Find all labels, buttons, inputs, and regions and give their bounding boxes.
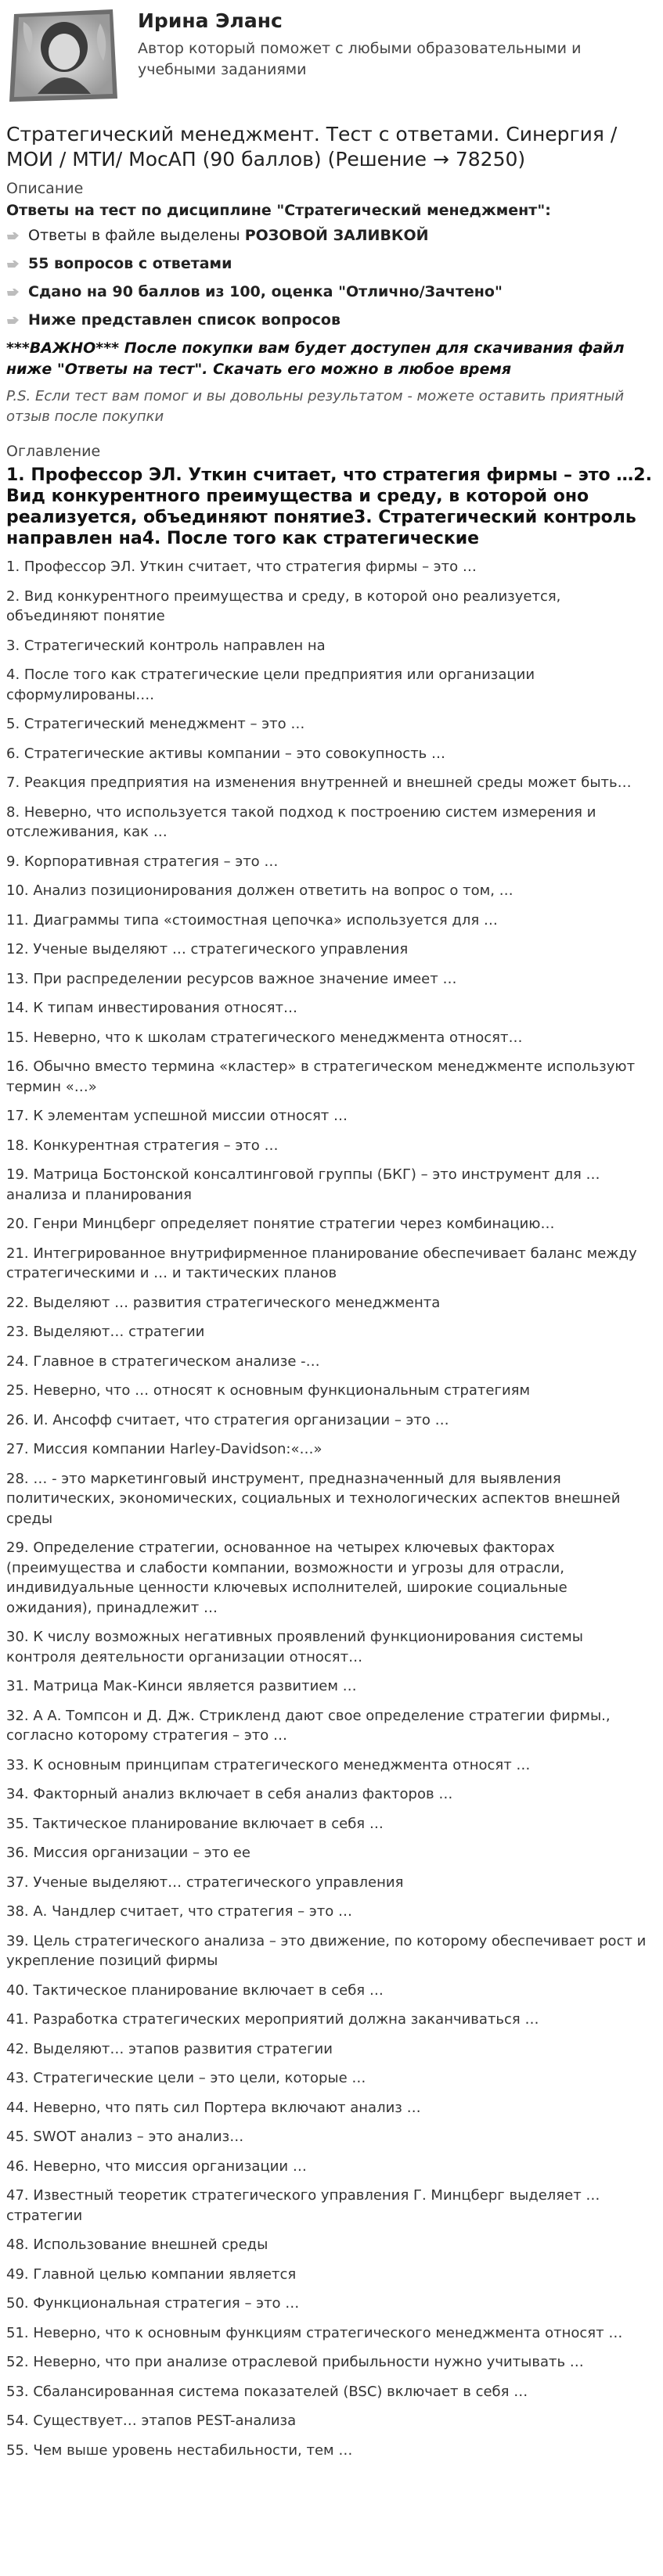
bullet-text-prefix: Ответы в файле выделены: [28, 227, 245, 244]
question-item: 12. Ученые выделяют … стратегического управления: [6, 941, 409, 957]
bullet-item: [6, 253, 655, 274]
question-item: 10. Анализ позиционирования должен ответить на вопрос о том, …: [6, 882, 513, 899]
question-item: 35. Тактическое планирование включает в себя …: [6, 1815, 384, 1832]
avatar-photo-icon: [6, 6, 121, 103]
question-item: 16. Обычно вместо термина «кластер» в стратегическом менеджменте используют термин «…»: [6, 1058, 636, 1095]
question-item: 21. Интегрированное внутрифирменное планирование обеспечивает баланс между стратегическими и … и тактических планов: [6, 1245, 637, 1281]
question-item: 14. К типам инвестирования относят…: [6, 1000, 297, 1016]
bullet-text: [28, 225, 429, 246]
question-item: 47. Известный теоретик стратегического управления Г. Минцберг выделяет … стратегии: [6, 2187, 600, 2224]
question-item: 55. Чем выше уровень нестабильности, тем …: [6, 2441, 353, 2459]
bullet-text: [28, 310, 341, 330]
question-item: 33. К основным принципам стратегического менеджмента относят …: [6, 1756, 531, 1773]
question-list: [6, 557, 655, 2460]
question-item: 17. К элементам успешной миссии относят …: [6, 1108, 348, 1124]
description-label: Описание: [6, 180, 84, 197]
question-item: 51. Неверно, что к основным функциям стратегического менеджмента относят …: [6, 2324, 623, 2341]
question-item: 13. При распределении ресурсов важное значение имеет …: [6, 970, 457, 987]
question-item: 48. Использование внешней среды: [6, 2236, 268, 2253]
question-item: 31. Матрица Мак-Кинси является развитием …: [6, 1678, 357, 1694]
question-item: 38. А. Чандлер считает, что стратегия – это …: [6, 1903, 352, 1920]
question-item: 41. Разработка стратегических мероприятий должна заканчиваться …: [6, 2011, 539, 2028]
bullet-text-bold: Ниже представлен список вопросов: [28, 311, 341, 329]
question-item: 20. Генри Минцберг определяет понятие стратегии через комбинацию…: [6, 1216, 555, 1232]
question-item: 34. Факторный анализ включает в себя анализ факторов …: [6, 1786, 453, 1802]
question-item: 9. Корпоративная стратегия – это …: [6, 853, 279, 870]
author-info: [138, 6, 592, 81]
question-item: 27. Миссия компании Harley-Davidson:«…»: [6, 1441, 322, 1457]
question-item: 22. Выделяют … развития стратегического менеджмента: [6, 1294, 441, 1311]
question-item: 32. А А. Томпсон и Д. Дж. Стрикленд дают свое определение стратегии фирмы., согласно которому стратегия – это …: [6, 1707, 611, 1744]
bullet-text-bold: Сдано на 90 баллов из 100, оценка "Отлично/Зачтено": [28, 283, 503, 300]
question-item: 44. Неверно, что пять сил Портера включают анализ …: [6, 2099, 421, 2116]
question-item: 25. Неверно, что … относят к основным функциональным стратегиям: [6, 1382, 531, 1399]
question-item: 46. Неверно, что миссия организации …: [6, 2157, 307, 2175]
bullet-text-bold: РОЗОВОЙ ЗАЛИВКОЙ: [244, 227, 429, 244]
question-item: 5. Стратегический менеджмент – это …: [6, 716, 305, 732]
important-notice: ***ВАЖНО*** После покупки вам будет доступен для скачивания файл ниже "Ответы на тест". Скачать его можно в любое время: [6, 340, 625, 378]
toc-label: Оглавление: [6, 443, 101, 460]
question-item: 52. Неверно, что при анализе отраслевой прибыльности нужно учитывать …: [6, 2354, 584, 2370]
question-item: 53. Сбалансированная система показателей (BSC) включает в себя …: [6, 2383, 528, 2400]
pointing-hand-icon: [6, 286, 20, 297]
question-item: 37. Ученые выделяют… стратегического управления: [6, 1874, 404, 1891]
question-item: 54. Существует… этапов PEST-анализа: [6, 2413, 297, 2429]
question-item: 23. Выделяют… стратегии: [6, 1324, 205, 1340]
pointing-hand-icon: [6, 314, 20, 325]
ps-note: P.S. Если тест вам помог и вы довольны результатом - можете оставить приятный отзыв после покупки: [6, 388, 625, 425]
question-item: 40. Тактическое планирование включает в себя …: [6, 1981, 384, 1999]
bullet-text-bold: 55 вопросов с ответами: [28, 255, 232, 272]
question-item: 36. Миссия организации – это ее: [6, 1845, 250, 1861]
question-item: 3. Стратегический контроль направлен на: [6, 637, 326, 654]
bullet-text: [28, 282, 503, 302]
question-item: 24. Главное в стратегическом анализе -…: [6, 1353, 320, 1370]
question-item: 43. Стратегические цели – это цели, которые …: [6, 2070, 366, 2086]
question-item: 4. После того как стратегические цели предприятия или организации сформулированы….: [6, 666, 535, 703]
question-item: 6. Стратегические активы компании – это совокупность …: [6, 745, 446, 762]
question-item: 45. SWOT анализ – это анализ…: [6, 2129, 244, 2145]
question-item: 42. Выделяют… этапов развития стратегии: [6, 2040, 333, 2057]
question-item: 39. Цель стратегического анализа – это движение, по которому обеспечивает рост и укрепление позиций фирмы: [6, 1932, 647, 1969]
question-item: 18. Конкурентная стратегия – это …: [6, 1137, 279, 1154]
bullet-item: [6, 225, 655, 246]
question-item: 15. Неверно, что к школам стратегического менеджмента относят…: [6, 1029, 523, 1046]
question-item: 29. Определение стратегии, основанное на четырех ключевых факторах (преимущества и слабости компании, возможности и угрозы для отрасли, индивидуальные ценности ключевых исполнителей, широкие социальные ожидания), принадлежит …: [6, 1539, 568, 1616]
question-item: 7. Реакция предприятия на изменения внутренней и внешней среды может быть…: [6, 774, 632, 791]
author-card: [6, 6, 655, 108]
question-item: 1. Профессор ЭЛ. Уткин считает, что стратегия фирмы – это …: [6, 559, 477, 575]
description-heading: Ответы на тест по дисциплине "Стратегический менеджмент":: [6, 202, 551, 219]
page-title: Стратегический менеджмент. Тест с ответами. Синергия / МОИ / МТИ/ МосАП (90 баллов) (Решение → 78250): [6, 123, 618, 171]
description-bullets: [6, 225, 655, 330]
toc-heading: 1. Профессор ЭЛ. Уткин считает, что стратегия фирмы – это …2. Вид конкурентного преимущества и среду, в которой оно реализуется, объединяют понятие3. Стратегический контроль направлен на4. После того как стратегические: [6, 465, 652, 548]
bullet-text: [28, 253, 232, 274]
question-item: 19. Матрица Бостонской консалтинговой группы (БКГ) – это инструмент для … анализа и планирования: [6, 1166, 600, 1203]
author-description: Автор который поможет с любыми образовательными и учебными заданиями: [138, 40, 582, 78]
pointing-hand-icon: [6, 230, 20, 241]
author-name[interactable]: Ирина Эланс: [138, 9, 283, 32]
question-item: 30. К числу возможных негативных проявлений функционирования системы контроля деятельности организации относят…: [6, 1629, 583, 1665]
question-item: 26. И. Ансофф считает, что стратегия организации – это …: [6, 1411, 449, 1428]
bullet-item: [6, 282, 655, 302]
question-item: 8. Неверно, что используется такой подход к построению систем измерения и отслеживания, как …: [6, 803, 596, 840]
question-item: 11. Диаграммы типа «стоимостная цепочка» используется для …: [6, 911, 498, 929]
bullet-item: [6, 310, 655, 330]
question-item: 2. Вид конкурентного преимущества и среду, в которой оно реализуется, объединяют понятие: [6, 587, 561, 624]
pointing-hand-icon: [6, 258, 20, 269]
author-avatar[interactable]: [6, 6, 121, 103]
question-item: 49. Главной целью компании является: [6, 2265, 297, 2283]
question-item: 28. … - это маркетинговый инструмент, предназначенный для выявления политических, экономических, социальных и технологических аспектов внешней среды: [6, 1470, 621, 1527]
question-item: 50. Функциональная стратегия – это …: [6, 2295, 300, 2312]
